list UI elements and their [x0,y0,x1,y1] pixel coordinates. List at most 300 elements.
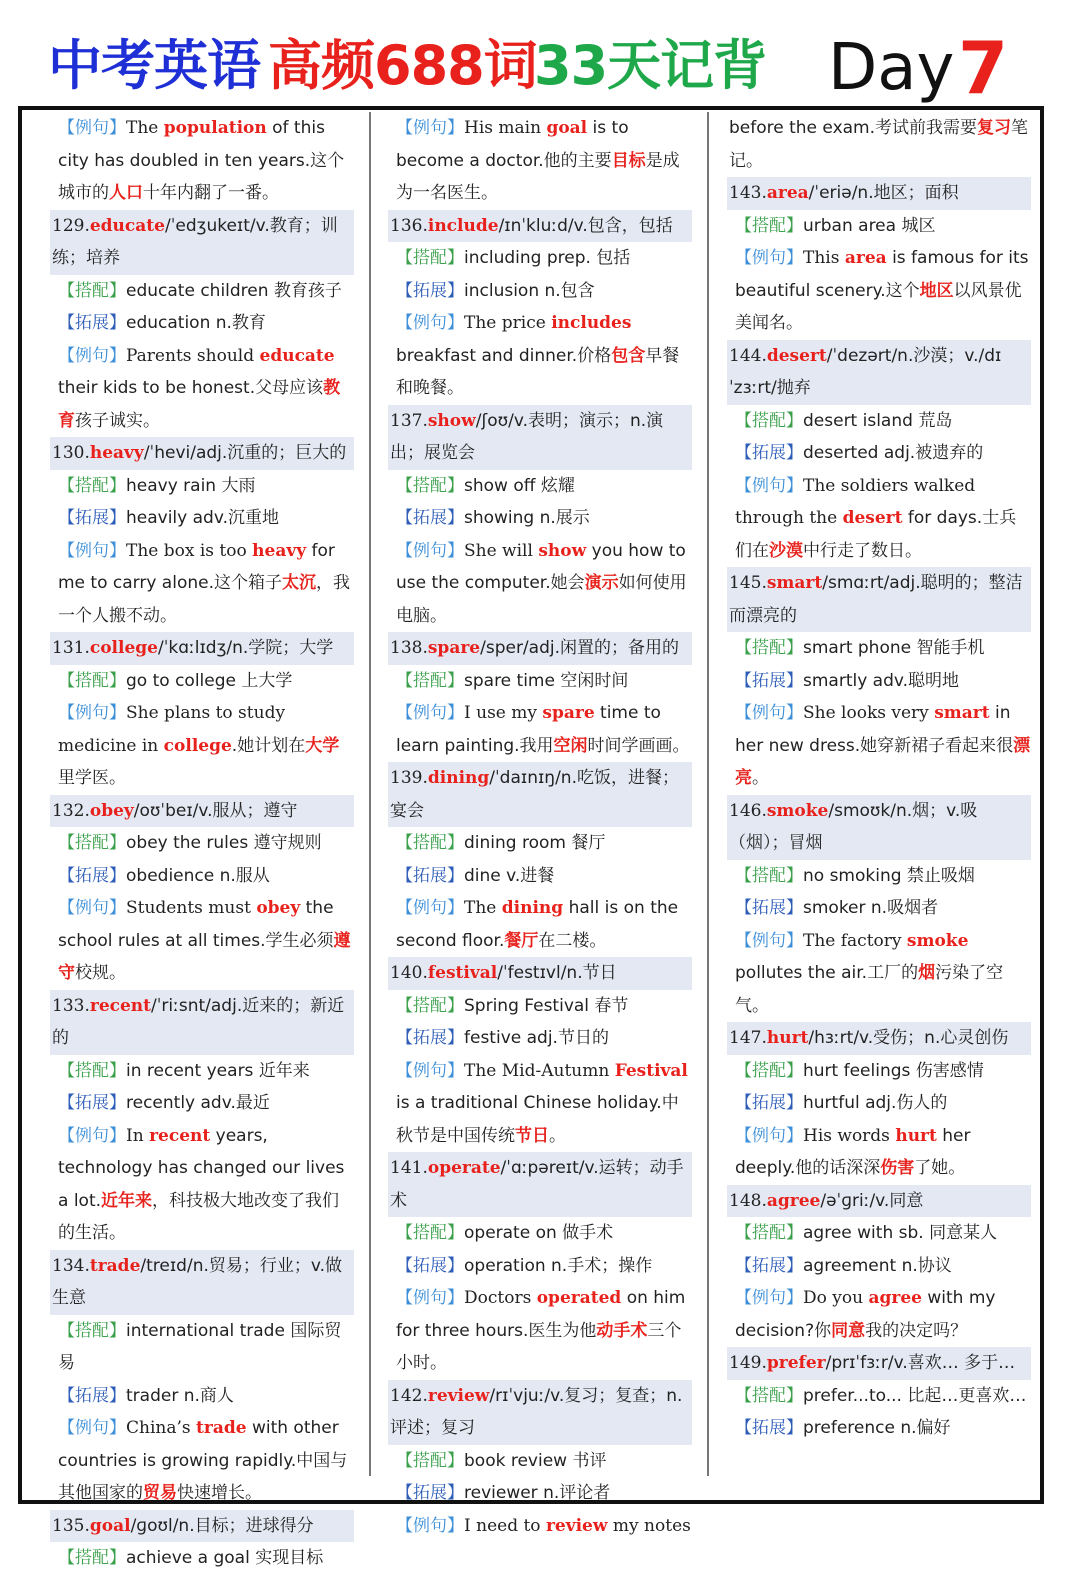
entry-line [390,242,692,275]
word-heading [388,1152,692,1217]
word-heading [50,990,354,1055]
collocation-label: 【搭配】 [396,475,464,496]
title-part-1: 中考英语 [48,34,260,97]
highlighted-keyword: 同意 [831,1320,866,1341]
entry-number: 129. [52,215,90,236]
collocation-text: including prep. 包括 [464,248,631,268]
word-heading [727,1185,1031,1218]
entry-145 [729,567,1031,795]
entry-line [729,892,1031,925]
extension-label: 【拓展】 [735,443,803,463]
entry-line [390,112,692,210]
highlighted-keyword: Festival [614,1060,688,1081]
entry-line [52,827,354,860]
entry-number: 134. [52,1255,90,1276]
example-label: 【例句】 [735,1288,803,1308]
example-label: 【例句】 [735,248,803,268]
day-number: 7 [958,26,1009,110]
collocation-label: 【搭配】 [735,638,803,658]
headword: desert [766,345,827,366]
entry-line [390,502,692,535]
example-label: 【例句】 [396,313,464,333]
example-sentence-text: 我的决定吗？ [865,1320,968,1341]
entry-line [729,860,1031,893]
entry-line [52,697,354,795]
headword: hurt [766,1028,809,1048]
entry-135-tail [390,112,692,210]
extension-text: dine v.进餐 [464,865,555,886]
example-sentence-text: 时间学画画。 [587,735,690,756]
example-sentence-text: of this city has doubled in ten years.这个城市的 [58,118,345,203]
example-sentence-text: for me to carry alone.这个箱子 [58,540,335,593]
page-title [0,26,1080,116]
headword: smart [766,573,823,593]
entry-132 [52,795,354,990]
example-sentence-text: 如何使用电脑。 [396,573,687,626]
entry-line [729,665,1031,698]
word-heading [727,567,1031,632]
collocation-label: 【搭配】 [735,1060,803,1081]
collocation-label: 【搭配】 [58,670,126,691]
entry-number: 145. [729,573,767,593]
collocation-text: go to college 上大学 [126,670,293,691]
collocation-text: prefer...to... 比起…更喜欢… [803,1385,1027,1406]
example-sentence-text: I need to [464,1515,546,1536]
entry-131 [52,632,354,795]
word-heading [727,1022,1031,1055]
entry-number: 142. [390,1385,428,1406]
highlighted-keyword: recent [149,1125,211,1146]
word-definition: /oʊˈbeɪ/v.服从；遵守 [133,800,298,821]
example-sentence-text: 了她。 [914,1158,966,1178]
example-label: 【例句】 [735,1125,803,1146]
entry-140 [390,957,692,1152]
word-definition: /ˈkɑːlɪdʒ/n.学院；大学 [157,638,334,658]
headword: obey [89,800,134,821]
collocation-text: show off 炫耀 [464,475,575,496]
entry-line [729,242,1031,340]
headword: educate [89,215,165,236]
highlighted-keyword: 烟 [918,963,936,983]
collocation-text: obey the rules 遵守规则 [126,833,322,853]
collocation-text: hurt feelings 伤害感情 [803,1060,984,1081]
entry-number: 141. [390,1158,428,1178]
example-sentence-text: Doctors [464,1288,537,1308]
extension-text: smartly adv.聪明地 [803,670,960,691]
headword: include [427,215,499,236]
word-heading [388,762,692,827]
entry-line [52,860,354,893]
extension-text: agreement n.协议 [803,1255,952,1276]
entry-line [52,1542,354,1575]
collocation-text: desert island 荒岛 [803,410,953,431]
entry-141 [390,1152,692,1380]
highlighted-keyword: 漂亮 [735,735,1031,788]
highlighted-keyword: spare [542,703,595,723]
highlighted-keyword: 贸易 [143,1483,177,1503]
entry-line [52,665,354,698]
collocation-label: 【搭配】 [396,833,464,853]
word-definition: /ˈdaɪnɪŋ/n.吃饭，进餐；宴会 [390,768,679,821]
example-label: 【例句】 [735,930,803,951]
highlighted-keyword: review [545,1515,608,1536]
entry-137 [390,405,692,633]
highlighted-keyword: 沙漠 [769,540,803,561]
collocation-label: 【搭配】 [396,1223,464,1243]
collocation-text: smart phone 智能手机 [803,638,985,658]
example-label: 【例句】 [396,1515,464,1536]
example-sentence-text: 中行走了数日。 [803,540,922,561]
entry-line [729,1120,1031,1185]
collocation-text: achieve a goal 实现目标 [126,1548,324,1568]
column-2 [390,112,692,1542]
example-label: 【例句】 [735,475,803,496]
collocation-label: 【搭配】 [58,1060,126,1081]
word-heading [727,1347,1031,1380]
example-sentence-text: The factory [803,930,907,951]
example-sentence-text: In [126,1125,150,1146]
example-sentence-text: The [126,118,164,138]
collocation-label: 【搭配】 [735,1385,803,1406]
example-sentence-text: my notes [607,1515,691,1536]
entry-line [390,1250,692,1283]
example-sentence-text: The Mid-Autumn [464,1060,615,1081]
example-sentence-text: I use my [464,703,543,723]
entry-number: 146. [729,800,767,821]
entry-line [729,470,1031,568]
entry-line [390,827,692,860]
highlighted-keyword: 教育 [58,378,341,431]
example-label: 【例句】 [396,703,464,723]
entry-line [52,275,354,308]
entry-line [390,990,692,1023]
extension-text: obedience n.服从 [126,865,270,886]
word-definition: /hɜːrt/v.受伤；n.心灵创伤 [808,1028,1009,1048]
entry-line [729,1380,1031,1413]
example-sentence-text: 快速增长。 [177,1483,262,1503]
extension-label: 【拓展】 [735,898,803,918]
headword: trade [89,1255,141,1276]
example-sentence-text: years, technology has changed our lives a lot. [58,1125,345,1211]
entry-line [52,1120,354,1250]
example-label: 【例句】 [396,1060,464,1081]
word-heading [727,177,1031,210]
word-definition: /ˈɑːpəreɪt/v.运转；动手术 [390,1158,684,1211]
column-divider [707,112,709,1476]
column-1 [52,112,354,1575]
collocation-text: Spring Festival 春节 [464,995,629,1016]
highlighted-keyword: show [538,540,587,561]
extension-text: preference n.偏好 [803,1418,951,1438]
headword: heavy [89,443,144,463]
example-sentence-text: 。 [752,768,769,788]
entry-128-tail [52,112,354,210]
entry-143 [729,177,1031,340]
entry-line [390,535,692,633]
headword: dining [427,768,490,788]
extension-label: 【拓展】 [396,865,464,886]
entry-line [52,1380,354,1413]
extension-label: 【拓展】 [396,1255,464,1276]
word-definition: /ˈhevi/adj.沉重的；巨大的 [143,443,347,463]
highlighted-keyword: dining [501,898,564,918]
entry-number: 133. [52,995,90,1016]
collocation-text: agree with sb. 同意某人 [803,1223,998,1243]
example-label: 【例句】 [396,118,464,138]
entry-149 [729,1347,1031,1445]
highlighted-keyword: 遵守 [58,930,351,983]
headword: festival [427,963,498,983]
word-definition: /ˈedʒukeɪt/v.教育；训练；培养 [52,215,338,268]
entry-line [729,1412,1031,1445]
highlighted-keyword: area [844,248,887,268]
entry-number: 136. [390,215,428,236]
entry-number: 139. [390,768,428,788]
entry-line [390,697,692,762]
extension-text: smoker n.吸烟者 [803,898,939,918]
example-label: 【例句】 [58,1418,126,1438]
highlighted-keyword: 近年来 [101,1190,153,1211]
highlighted-keyword: hurt [895,1125,937,1146]
example-sentence-text: China’s [126,1418,197,1438]
example-sentence-text: is famous for its beautiful scenery.这个 [735,248,1029,301]
highlighted-keyword: heavy [252,540,307,561]
example-label: 【例句】 [58,118,126,138]
word-definition: /ɪnˈkluːd/v.包含，包括 [498,215,673,236]
collocation-text: book review 书评 [464,1450,607,1471]
highlighted-keyword: desert [842,508,903,528]
example-sentence-text: 三个小时。 [396,1320,682,1373]
example-sentence-text: The [464,898,502,918]
example-sentence-text: you how to use the computer.她会 [396,540,686,593]
word-heading [50,632,354,665]
extension-text: festive adj.节日的 [464,1028,609,1048]
highlighted-keyword: smoke [906,930,969,951]
example-sentence-text: She plans to study medicine in [58,703,286,756]
collocation-label: 【搭配】 [58,833,126,853]
extension-label: 【拓展】 [58,1093,126,1113]
word-heading [727,340,1031,405]
entry-number: 138. [390,638,428,658]
example-sentence-text: This [803,248,845,268]
example-label: 【例句】 [396,898,464,918]
example-sentence-text: for days.士兵们在 [735,508,1017,561]
entry-number: 137. [390,410,428,431]
word-heading [50,210,354,275]
collocation-label: 【搭配】 [396,248,464,268]
example-sentence-text: is a traditional Chinese holiday.中秋节是中国传统 [396,1093,679,1146]
example-label: 【例句】 [58,540,126,561]
entry-line [52,1055,354,1088]
word-definition: /ˈfestɪvl/n.节日 [497,963,617,983]
word-heading [388,957,692,990]
highlighted-keyword: 复习 [977,118,1012,138]
example-sentence-text: His main [464,118,547,138]
headword: goal [89,1515,131,1536]
entry-line [390,1217,692,1250]
highlighted-keyword: operated [536,1288,622,1308]
collocation-text: dining room 餐厅 [464,833,606,853]
collocation-text: international trade 国际贸易 [58,1320,342,1373]
entry-line [390,1510,692,1543]
highlighted-keyword: 动手术 [596,1320,648,1341]
headword: review [427,1385,490,1406]
entry-line [52,112,354,210]
collocation-label: 【搭配】 [735,410,803,431]
example-sentence-text: 。 [549,1125,566,1146]
example-sentence-text: before the exam.考试前我需要 [729,118,978,138]
entry-line [729,1282,1031,1347]
headword: spare [427,638,481,658]
example-label: 【例句】 [58,1125,126,1146]
word-definition: /rɪˈvjuː/v.复习；复查；n.评述；复习 [390,1385,683,1438]
example-sentence-text: in her new dress.她穿新裙子看起来很 [735,703,1014,756]
word-heading [50,1510,354,1543]
example-sentence-text: The soldiers walked through the [735,475,976,528]
entry-line [729,1250,1031,1283]
column-3 [729,112,1031,1445]
highlighted-keyword: agree [868,1288,922,1308]
collocation-text: no smoking 禁止吸烟 [803,865,975,886]
example-sentence-text: 早餐和晚餐。 [396,345,680,398]
example-sentence-text: She will [464,540,539,561]
example-sentence-text: ，我一个人搬不动。 [58,573,350,626]
entry-line [390,860,692,893]
example-sentence-text: 里学医。 [58,768,126,788]
highlighted-keyword: 大学 [305,735,340,756]
example-sentence-text: 在二楼。 [538,930,607,951]
example-label: 【例句】 [58,345,126,366]
entry-line [729,112,1031,177]
extension-label: 【拓展】 [735,1255,803,1276]
example-sentence-text: .她计划在 [231,735,306,756]
title-part-2: 高频688词 [268,34,537,97]
day-label: Day [828,31,955,105]
highlighted-keyword: smart [934,703,990,723]
highlighted-keyword: goal [546,118,588,138]
example-label: 【例句】 [58,898,126,918]
entry-line [52,502,354,535]
entry-139 [390,762,692,957]
entry-line [729,1217,1031,1250]
extension-label: 【拓展】 [396,1028,464,1048]
example-sentence-text: 笔记。 [729,118,1029,171]
entry-number: 144. [729,345,767,366]
highlighted-keyword: college [163,735,232,756]
extension-label: 【拓展】 [735,1418,803,1438]
example-sentence-text: on him for three hours.医生为他 [396,1288,686,1341]
entry-line [52,1412,354,1510]
word-definition: /ˈdezərt/n.沙漠；v./dɪˈzɜːrt/抛弃 [729,345,1002,398]
entry-line [729,437,1031,470]
highlighted-keyword: 太沉 [281,573,316,593]
collocation-label: 【搭配】 [396,1450,464,1471]
word-definition: /ʃoʊ/v.表明；演示；n.演出；展览会 [390,410,664,463]
collocation-label: 【搭配】 [396,995,464,1016]
highlighted-keyword: educate [259,345,335,366]
entry-line [390,1282,692,1380]
extension-text: recently adv.最近 [126,1093,270,1113]
highlighted-keyword: includes [551,313,632,333]
title-part-3: 33天记背 [534,34,767,97]
entry-146 [729,795,1031,1023]
highlighted-keyword: 地区 [919,280,954,301]
entry-line [52,535,354,633]
highlighted-keyword: obey [256,898,301,918]
example-sentence-text: with other countries is growing rapidly.中国与其他国家的 [58,1418,348,1503]
entry-135 [52,1510,354,1575]
example-sentence-text: breakfast and dinner.价格 [396,345,612,366]
word-definition: /smoʊk/n.烟；v.吸（烟）；冒烟 [729,800,978,853]
highlighted-keyword: trade [196,1418,247,1438]
example-sentence-text: pollutes the air.工厂的 [735,963,919,983]
entry-line [52,892,354,990]
entry-line [729,925,1031,1023]
extension-label: 【拓展】 [58,1385,126,1406]
word-definition: /ˈriːsnt/adj.近来的；新近的 [52,995,345,1048]
entry-148 [729,1185,1031,1348]
extension-text: hurtful adj.伤人的 [803,1093,948,1113]
entry-line [729,405,1031,438]
entry-142 [390,1380,692,1543]
word-heading [388,405,692,470]
collocation-text: educate children 教育孩子 [126,280,342,301]
highlighted-keyword: 目标 [611,150,646,171]
extension-text: operation n.手术；操作 [464,1255,653,1276]
entry-line [390,665,692,698]
word-definition: /prɪˈfɜːr/v.喜欢… 多于… [825,1353,1016,1373]
example-sentence-text: 十年内翻了一番。 [143,183,279,203]
headword: show [427,410,476,431]
example-sentence-text: is to become a doctor.他的主要 [396,118,629,171]
word-definition: /ˈeriə/n.地区；面积 [808,183,959,203]
word-heading [50,437,354,470]
headword: operate [427,1158,501,1178]
entry-line [390,470,692,503]
entry-line [729,632,1031,665]
entry-129 [52,210,354,438]
example-label: 【例句】 [735,703,803,723]
headword: college [89,638,158,658]
entry-line [52,307,354,340]
example-sentence-text: time to learn painting.我用 [396,703,661,756]
entry-130 [52,437,354,632]
word-definition: /ɡoʊl/n.目标；进球得分 [130,1515,314,1536]
entry-line [390,1022,692,1055]
entry-number: 149. [729,1353,767,1373]
entry-line [52,1087,354,1120]
example-label: 【例句】 [396,540,464,561]
collocation-label: 【搭配】 [58,280,126,301]
entry-line [390,307,692,405]
word-definition: /sper/adj.闲置的；备用的 [480,638,679,658]
word-heading [388,632,692,665]
extension-text: showing n.展示 [464,508,590,528]
extension-text: reviewer n.评论者 [464,1483,611,1503]
entry-number: 130. [52,443,90,463]
collocation-label: 【搭配】 [735,215,803,236]
collocation-label: 【搭配】 [58,1320,126,1341]
headword: agree [766,1190,821,1211]
entry-line [390,1477,692,1510]
collocation-label: 【搭配】 [735,1223,803,1243]
extension-text: heavily adv.沉重地 [126,508,279,528]
entry-number: 132. [52,800,90,821]
extension-text: trader n.商人 [126,1385,234,1406]
headword: area [766,183,809,203]
extension-label: 【拓展】 [396,280,464,301]
collocation-text: heavy rain 大雨 [126,475,256,496]
